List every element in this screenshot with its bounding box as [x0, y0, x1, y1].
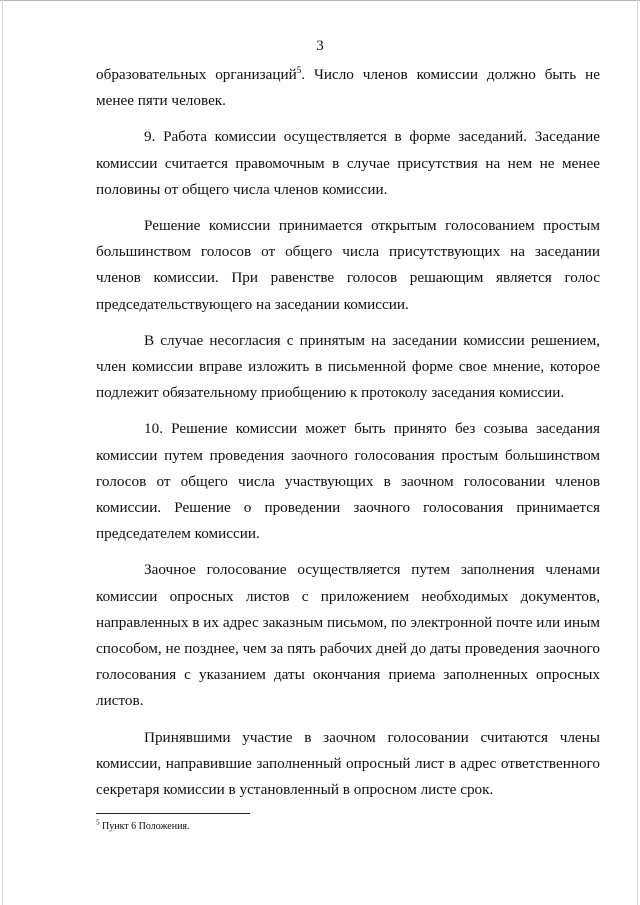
footnote-separator [96, 813, 250, 814]
footnote-mark: 5 [96, 818, 100, 827]
paragraph-decision-voting: Решение комиссии принимается открытым голосованием простым большинством голосов от общего числа присутствующих на заседании членов комиссии. При равенстве голосов решающим является голос председательствующего на заседании комиссии. [96, 217, 600, 313]
paragraph-item-10: 10. Решение комиссии может быть принято без созыва заседания комиссии путем проведения заочного голосования простым большинством голосов от общего числа участвующих в заочном голосовании членов комиссии. Решение о проведении заочного голосования принимается председателем комиссии. [96, 420, 600, 543]
paragraph-absentee-voting: Заочное голосование осуществляется путем заполнения членами комиссии опросных листов с приложением необходимых документов, направленных в их адрес заказным письмом, по электронной почте или иным способом, не позднее, чем за пять рабочих дней до даты проведения заочного голосования с указанием даты окончания приема заполненных опросных листов. [96, 561, 600, 710]
scan-left-edge-line [2, 0, 3, 905]
scan-right-edge-line [637, 0, 638, 905]
paragraph-item-9: 9. Работа комиссии осуществляется в форме заседаний. Заседание комиссии считается правомочным в случае присутствия на нем не менее половины от общего числа членов комиссии. [96, 128, 600, 198]
document-body [96, 62, 600, 813]
footnote-reference[interactable]: 5 [296, 64, 302, 75]
scan-top-edge-line [0, 0, 640, 1]
paragraph-text-after-ref: . Число членов комиссии должно быть не менее пяти человек. [96, 66, 600, 110]
footnote-text: Пункт 6 Положения. [99, 821, 190, 832]
paragraph-text-before-ref: образовательных организаций [96, 66, 297, 83]
paragraph-participants: Принявшими участие в заочном голосовании считаются члены комиссии, направившие заполненный опросный лист в адрес ответственного секретаря комиссии в установленный в опросном листе срок. [96, 728, 600, 799]
footnote [96, 820, 190, 834]
paragraph-disagreement: В случае несогласия с принятым на заседании комиссии решением, член комиссии вправе изложить в письменной форме свое мнение, которое подлежит обязательному приобщению к протоколу заседания комиссии. [96, 331, 600, 402]
paragraph-continuation [96, 62, 600, 114]
page-number: 3 [316, 38, 324, 54]
